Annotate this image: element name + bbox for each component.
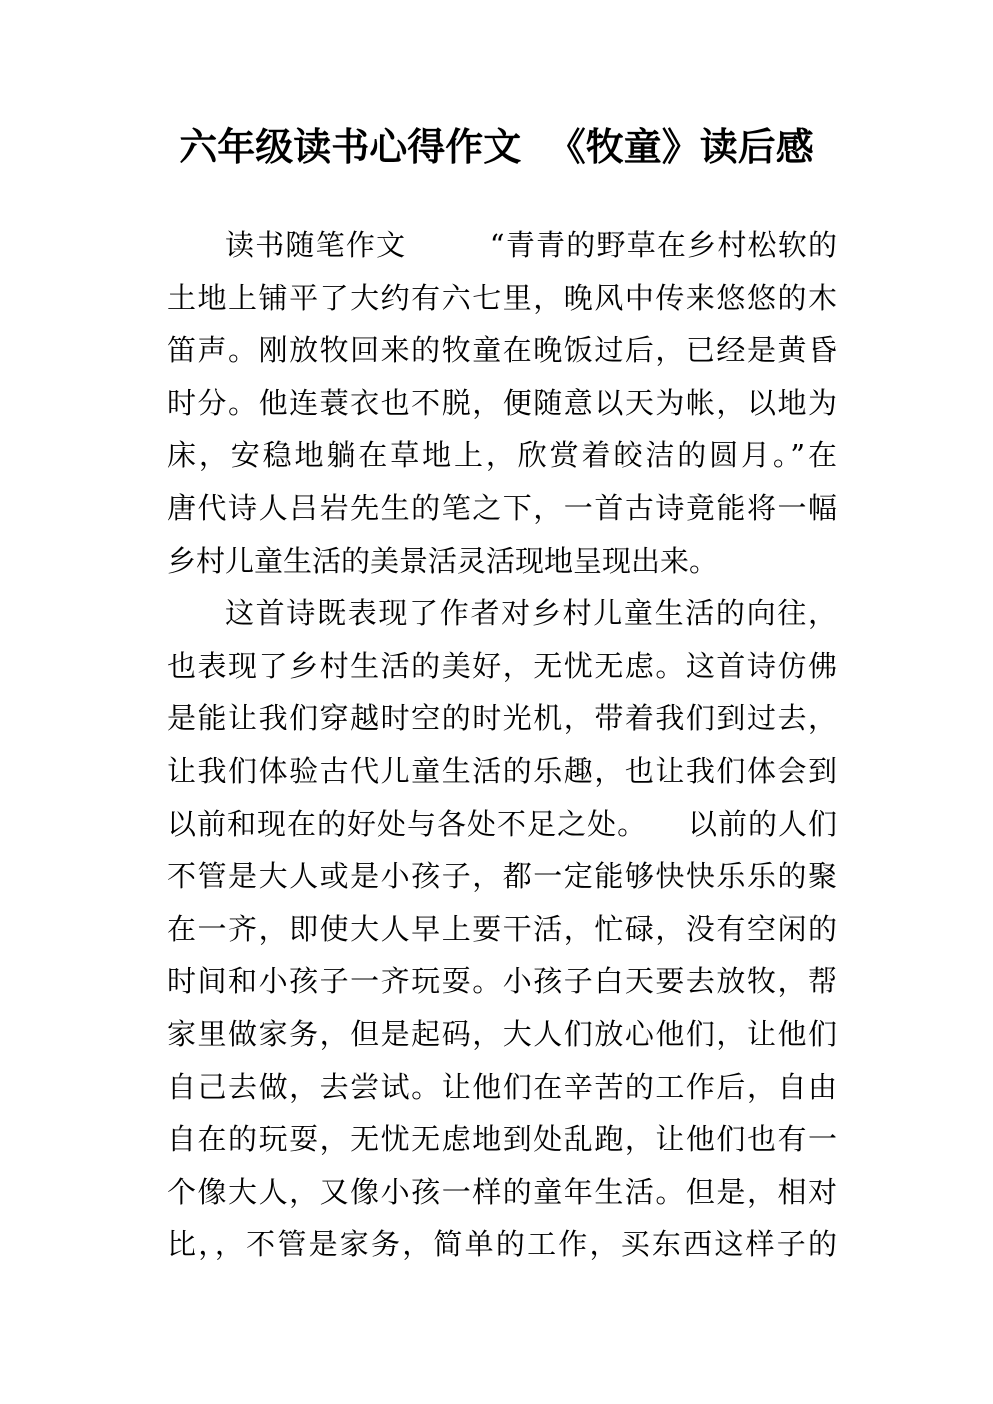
text-line: 时间和小孩子一齐玩耍。小孩子白天要去放牧，帮 xyxy=(167,964,837,999)
text-line: 比，，不管是家务，简单的工作，买东西这样子的 xyxy=(167,1227,837,1262)
text-line: 时分。他连蓑衣也不脱，便随意以天为帐，以地为 xyxy=(167,385,837,420)
text-line: 让我们体验古代儿童生活的乐趣，也让我们体会到 xyxy=(167,753,837,788)
text-line: 自在的玩耍，无忧无虑地到处乱跑，让他们也有一 xyxy=(167,1122,837,1157)
text-line: 自己去做，去尝试。让他们在辛苦的工作后，自由 xyxy=(167,1069,837,1104)
text-line: 以前和现在的好处与各处不足之处。 以前的人们 xyxy=(167,806,837,841)
text-line: 是能让我们穿越时空的时光机，带着我们到过去， xyxy=(167,701,837,736)
text-line: 唐代诗人吕岩先生的笔之下，一首古诗竟能将一幅 xyxy=(167,490,837,525)
text-line: 土地上铺平了大约有六七里，晚风中传来悠悠的木 xyxy=(167,280,837,315)
text-line: 这首诗既表现了作者对乡村儿童生活的向往， xyxy=(225,596,837,631)
text-line: 个像大人，又像小孩一样的童年生活。但是，相对 xyxy=(167,1174,837,1209)
text-line: 在一齐，即使大人早上要干活，忙碌，没有空闲的 xyxy=(167,911,837,946)
text-line: 家里做家务，但是起码，大人们放心他们，让他们 xyxy=(167,1016,837,1051)
text-line: 读书随笔作文 “青青的野草在乡村松软的 xyxy=(225,228,837,262)
text-line: 笛声。刚放牧回来的牧童在晚饭过后，已经是黄昏 xyxy=(167,333,837,368)
document-title: 六年级读书心得作文 《牧童》读后感 xyxy=(179,125,814,169)
text-line: 不管是大人或是小孩子，都一定能够快快乐乐的聚 xyxy=(167,859,837,894)
text-line: 也表现了乡村生活的美好，无忧无虑。这首诗仿佛 xyxy=(167,648,837,683)
text-line: 乡村儿童生活的美景活灵活现地呈现出来。 xyxy=(167,543,719,578)
text-line: 床，安稳地躺在草地上，欣赏着皎洁的圆月。”在 xyxy=(167,438,837,473)
document-body xyxy=(167,219,837,1271)
